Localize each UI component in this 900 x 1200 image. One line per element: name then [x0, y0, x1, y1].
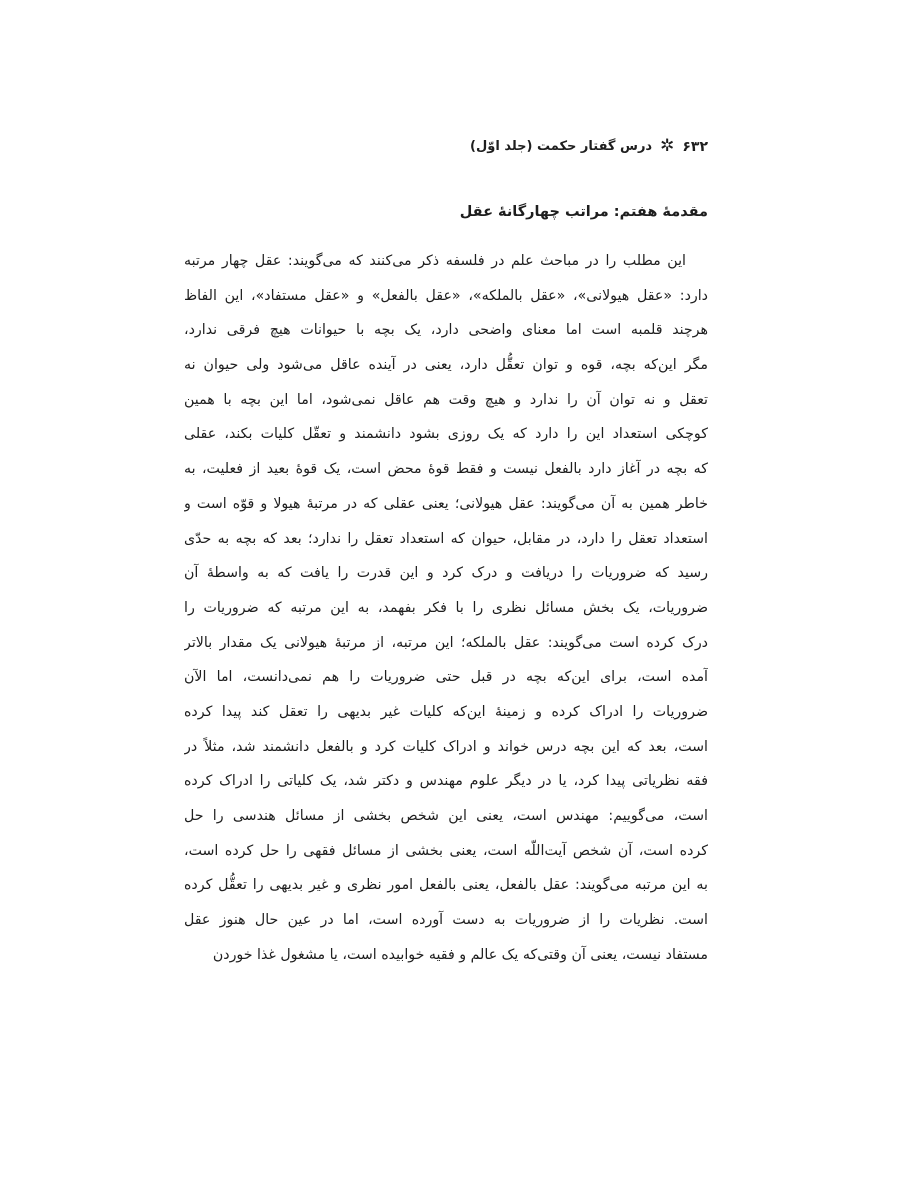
text-line: آمده است، برای این‌که بچه در قبل حتی ضروریات را هم نمی‌دانست، اما الآن: [184, 669, 708, 686]
text-line: هرچند قلمبه است اما معنای واضحی دارد، یک بچه با حیوانات هیچ فرقی ندارد،: [184, 322, 708, 339]
section-title: مقدمهٔ هفتم: مراتب چهارگانهٔ عقل: [459, 204, 708, 220]
page-number: ۶۳۲: [682, 138, 708, 155]
text-line: دارد: «عقل هیولانی»، «عقل بالملکه»، «عقل بالفعل» و «عقل مستفاد»، این الفاظ: [184, 287, 708, 304]
running-header: [470, 138, 708, 155]
text-line: کرده است، آن شخص آیت‌اللّه است، یعنی بخشی از مسائل فقهی را حل کرده است،: [184, 842, 708, 859]
text-line: است، بعد که این بچه درس خواند و ادراک کلیات کرد و بالفعل دانشمند شد، مثلاً در: [184, 738, 708, 755]
text-line: استعداد تعقل را دارد، در مقابل، حیوان که استعداد تعقل را ندارد؛ بعد که بچه به حدّی: [184, 530, 708, 547]
text-line: رسید که ضروریات را دریافت و درک کرد و این قدرت را یافت که به واسطهٔ آن: [184, 565, 708, 582]
text-line: ضروریات را ادراک کرده و زمینهٔ این‌که کلیات غیر بدیهی را تعقل کند پیدا کرده: [184, 703, 708, 720]
text-line: به این مرتبه می‌گویند: عقل بالفعل، یعنی بالفعل امور نظری و غیر بدیهی را تعقُّل کرده: [184, 877, 708, 894]
text-line: است، می‌گوییم: مهندس است، یعنی این شخص بخشی از مسائل هندسی را حل: [184, 808, 708, 824]
text-line: درک کرده است می‌گویند: عقل بالملکه؛ این مرتبه، از مرتبهٔ هیولانی یک مقدار بالاتر: [184, 634, 708, 651]
text-line: تعقل و نه توان آن را ندارد و هیچ وقت هم عاقل نمی‌شود، اما این بچه با همین: [184, 391, 708, 408]
text-line: ضروریات، یک بخش مسائل نظری را با فکر بفهمد، به این مرتبه که ضروریات را: [184, 599, 708, 616]
body-text: [184, 244, 708, 972]
star-icon: ✲: [660, 136, 675, 156]
text-line: این مطلب را در مباحث علم در فلسفه ذکر می‌کنند که می‌گویند: عقل چهار مرتبه: [184, 253, 686, 269]
text-line: است. نظریات را از ضروریات به دست آورده است، اما در عین حال هنوز عقل: [184, 912, 708, 929]
text-line: خاطر همین به آن می‌گویند: عقل هیولانی؛ یعنی عقلی که در مرتبهٔ هیولا و قوّه است و: [184, 495, 708, 512]
running-title: درس گفتار حکمت (جلد اوّل): [470, 139, 653, 154]
text-line: مگر این‌که بچه، قوه و توان تعقُّل دارد، یعنی در آینده عاقل می‌شود ولی حیوان نه: [184, 357, 708, 374]
text-line: فقه نظریاتی پیدا کرد، یا در دیگر علوم مهندس و دکتر شد، یک کلیاتی را ادراک کرده: [184, 773, 708, 790]
text-line: مستفاد نیست، یعنی آن وقتی‌که یک عالم و فقیه خوابیده است، یا مشغول غذا خوردن: [212, 946, 708, 963]
text-line: کوچکی استعداد این را دارد که یک روزی بشود دانشمند و تعقّل کلیات بکند، عقلی: [184, 426, 708, 443]
text-line: که بچه در آغاز دارد بالفعل نیست و فقط قوهٔ محض است، یک قوهٔ بعید از فعلیت، به: [184, 461, 708, 478]
